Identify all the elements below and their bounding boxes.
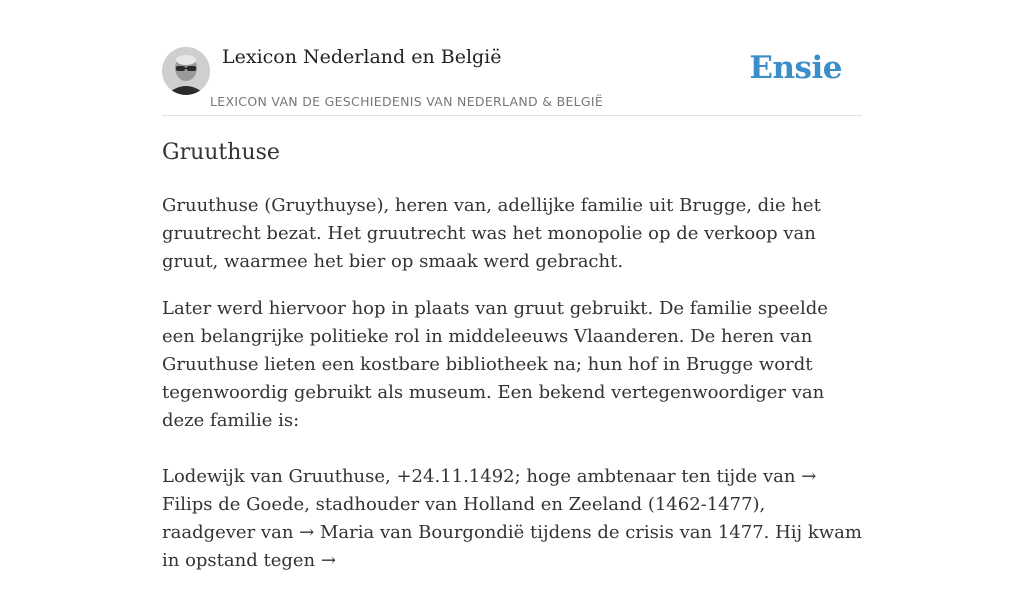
entry-title: Gruuthuse: [162, 140, 280, 165]
entry-body: [162, 192, 862, 594]
arrow-icon: →: [801, 466, 817, 487]
arrow-icon: →: [320, 550, 336, 571]
paragraph-2: Later werd hiervoor hop in plaats van gruut gebruikt. De familie speelde een belangrijke politieke rol in middeleeuws Vlaanderen. De heren van Gruuthuse lieten een kostbare bibliotheek na; hun hof in Brugge wordt tegenwoordig gebruikt als museum. Een bekend vertegenwoordiger van deze familie is:: [162, 298, 828, 431]
arrow-icon: →: [299, 522, 315, 543]
author-avatar[interactable]: [162, 47, 210, 95]
paragraph-3-text: Lodewijk van Gruuthuse, +24.11.1492; hoge ambtenaar ten tijde van: [162, 466, 802, 487]
paragraph-3-text: tijdens de crisis van 1477. Hij kwam in opstand tegen: [162, 522, 862, 571]
paragraph-3: [162, 463, 862, 575]
brand-logo[interactable]: Ensie: [749, 50, 842, 86]
paragraph-1: Gruuthuse (Gruythuyse), heren van, adellijke familie uit Brugge, die het gruutrecht bezat. Het gruutrecht was het monopolie op de verkoop van gruut, waarmee het bier op smaak werd gebracht.: [162, 195, 821, 272]
person-portrait-icon: [162, 47, 210, 95]
link-filips-de-goede[interactable]: Filips de Goede: [162, 494, 305, 515]
paragraph-3-text: , stadhouder van Holland en Zeeland (1462-1477), raadgever van: [162, 494, 766, 543]
link-maria-van-bourgondie[interactable]: Maria van Bourgondië: [319, 522, 525, 543]
page: [162, 0, 862, 571]
site-title[interactable]: Lexicon Nederland en België: [222, 46, 502, 68]
site-subtitle: LEXICON VAN DE GESCHIEDENIS VAN NEDERLAND & BELGIË: [210, 94, 604, 109]
header-divider: [162, 115, 862, 116]
